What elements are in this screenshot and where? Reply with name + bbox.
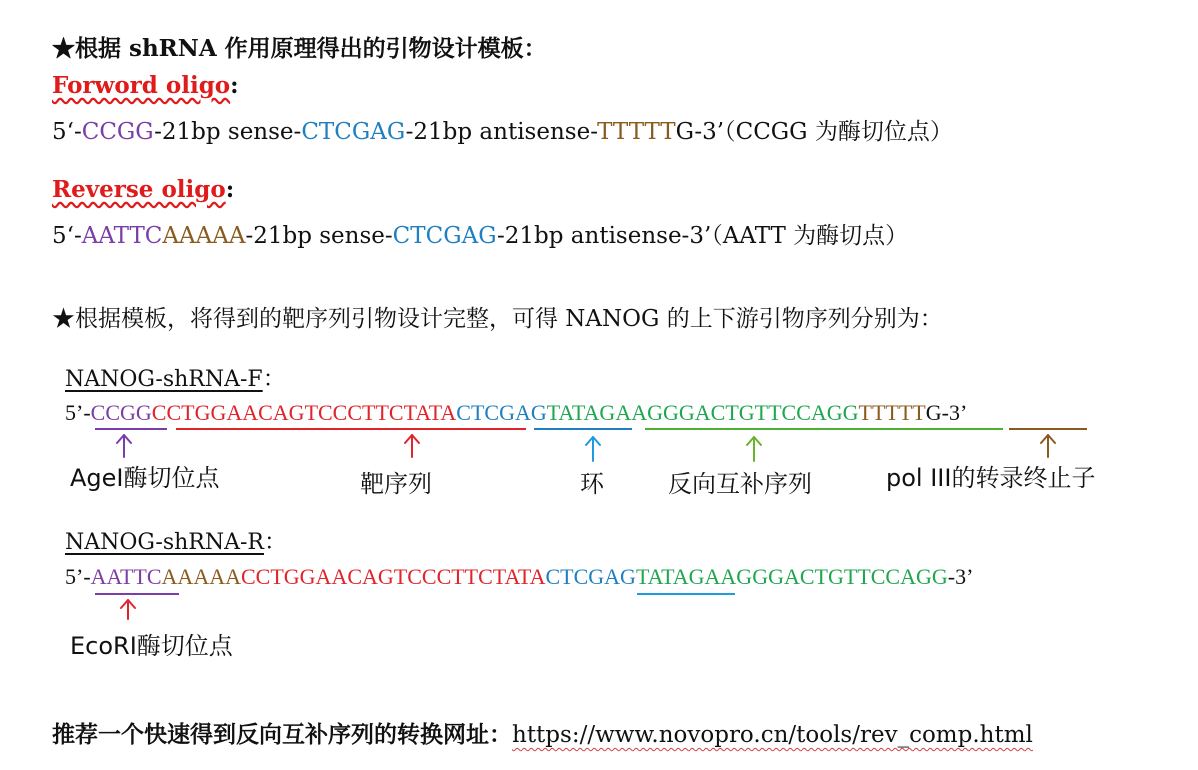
rev-comp-link[interactable]: https://www.novopro.cn/tools/rev_comp.html	[512, 722, 1033, 748]
annotation-target: 靶序列	[360, 470, 432, 498]
segment-purple: AATTC	[90, 564, 162, 589]
nanog-r-label-row	[65, 523, 287, 556]
star-icon: ★	[52, 35, 75, 62]
segment-plain: -3’	[947, 564, 974, 589]
segment-green: TATAGAAGGGACTGTTCCAGG	[546, 400, 859, 425]
arrow-up-icon	[117, 435, 131, 457]
nanog-f-colon: ：	[262, 366, 286, 392]
segment-purple: CCGG	[81, 119, 155, 145]
segment-purple: CCGG	[90, 400, 152, 425]
forward-oligo-label: Forword oligo	[52, 72, 231, 99]
nanog-r-label: NANOG-shRNA-R	[65, 530, 264, 555]
segment-plain: -21bp sense-	[154, 119, 302, 145]
segment-plain: G-3’（CCGG 为酶切位点）	[675, 119, 953, 145]
segment-plain: 5‘-	[52, 119, 82, 145]
annotation-ecori: EcoRI酶切位点	[70, 632, 233, 660]
nanog-r-sequence	[65, 564, 973, 590]
segment-blue: CTCGAG	[301, 119, 406, 145]
segment-blue: CTCGAG	[392, 223, 497, 249]
segment-green: TATAGAAGGGACTGTTCCAGG	[635, 564, 948, 589]
heading-template-text: 根据 shRNA 作用原理得出的引物设计模板：	[75, 35, 547, 62]
segment-plain: 5’-	[65, 400, 91, 425]
segment-plain: -21bp antisense-3’（AATT 为酶切点）	[497, 223, 909, 249]
footer-row	[52, 716, 1033, 749]
annotation-loop: 环	[580, 470, 604, 498]
segment-red: CCTGGAACAGTCCCTTCTATA	[241, 564, 546, 589]
annotation-terminator: pol III的转录终止子	[886, 464, 1096, 492]
segment-plain: G-3’	[925, 400, 968, 425]
arrow-up-icon	[405, 435, 419, 457]
reverse-oligo-label: Reverse oligo	[52, 176, 226, 203]
annotation-agei: AgeI酶切位点	[70, 464, 220, 492]
segment-red: CCTGGAACAGTCCCTTCTATA	[151, 400, 457, 425]
arrow-up-icon	[1041, 435, 1055, 457]
nanog-f-label: NANOG-shRNA-F	[65, 367, 263, 392]
segment-brown: TTTTT	[597, 119, 676, 145]
segment-brown: AAAAA	[162, 223, 246, 249]
arrow-up-icon	[586, 437, 600, 461]
segment-blue: CTCGAG	[545, 564, 636, 589]
arrow-up-icon	[747, 437, 761, 461]
segment-plain: -21bp antisense-	[405, 119, 598, 145]
segment-plain: -21bp sense-	[245, 223, 393, 249]
nanog-r-colon: ：	[264, 529, 287, 555]
star-icon: ★	[52, 306, 75, 332]
annotation-revcomp: 反向互补序列	[668, 470, 812, 498]
segment-blue: CTCGAG	[456, 400, 547, 425]
arrow-up-icon	[121, 600, 135, 619]
segment-brown: TTTTT	[858, 400, 926, 425]
reverse-oligo-colon: :	[225, 176, 235, 203]
segment-brown: AAAAA	[161, 564, 241, 589]
heading-complete-text: 根据模板，将得到的靶序列引物设计完整，可得 NANOG 的上下游引物序列分别为：	[75, 306, 943, 332]
segment-purple: AATTC	[81, 223, 163, 249]
footer-text: 推荐一个快速得到反向互补序列的转换网址：	[52, 721, 512, 748]
forward-oligo-colon: :	[230, 72, 239, 99]
segment-plain: 5‘-	[52, 223, 82, 249]
segment-plain: 5’-	[65, 564, 91, 589]
